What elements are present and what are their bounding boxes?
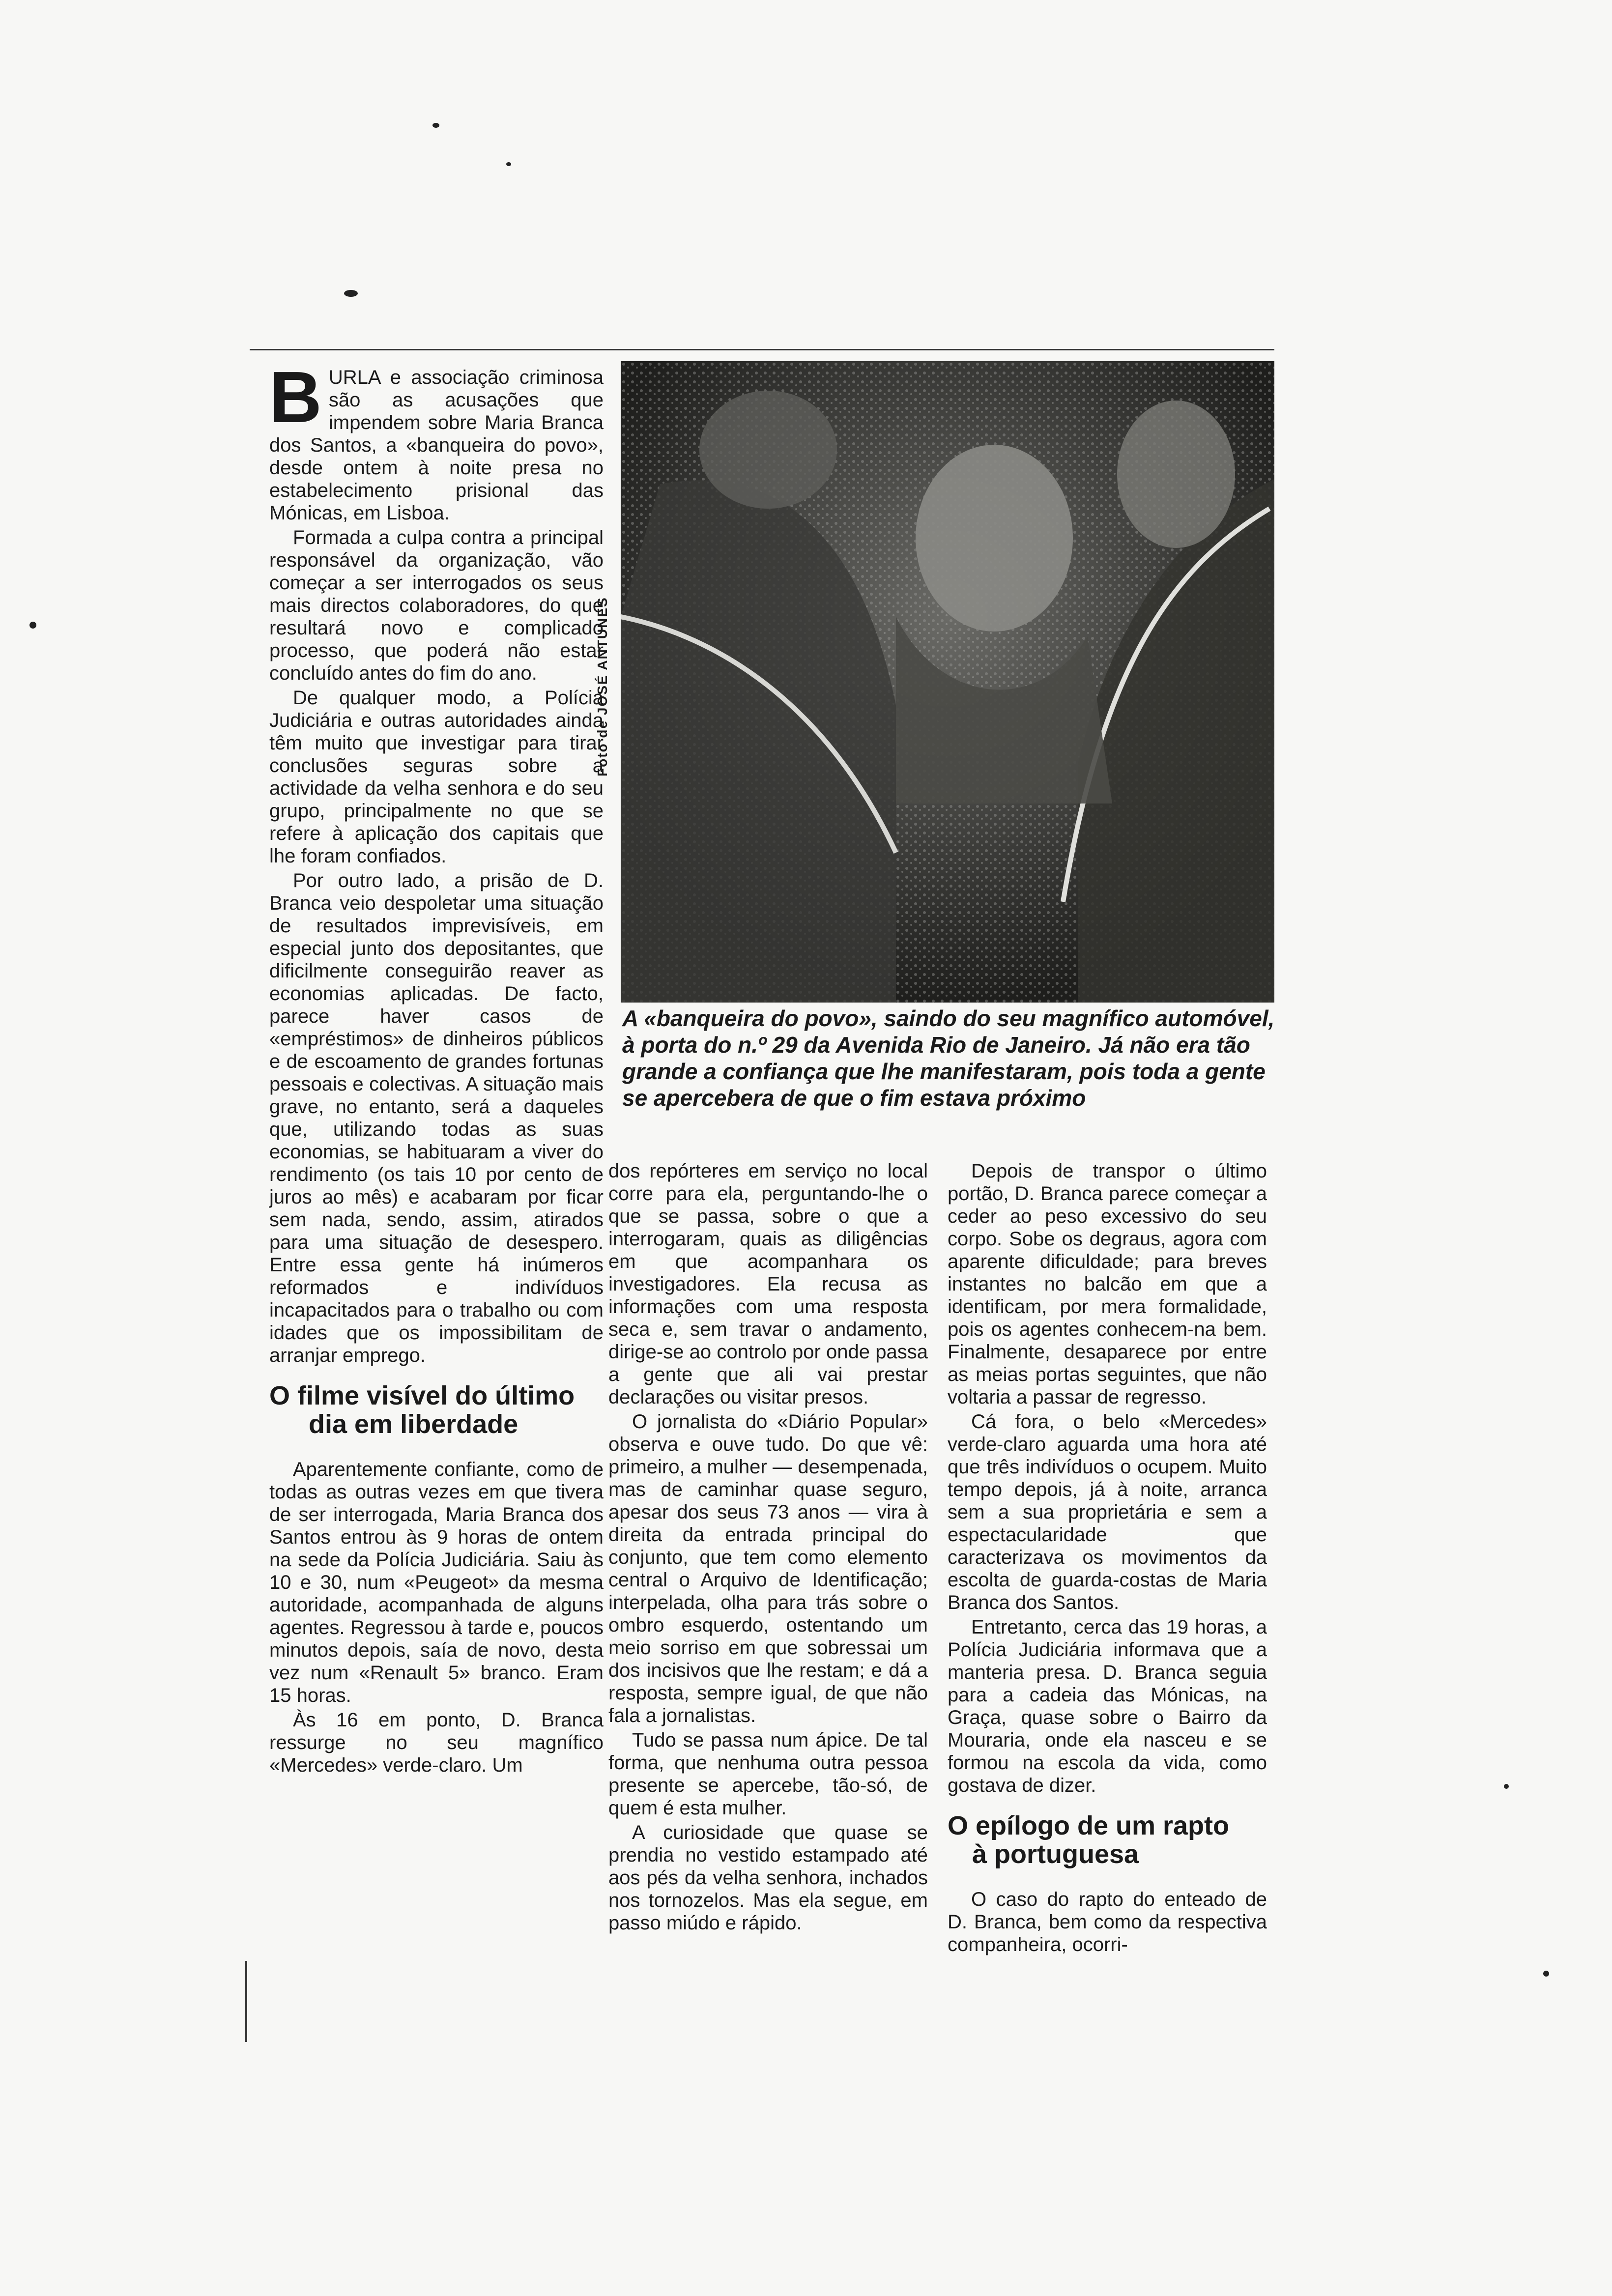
paragraph: Aparentemente confiante, como de todas as outras vezes em que tivera de ser interrogada, Maria Branca dos Santos entrou às 9 horas de ontem na sede da Polícia Judiciária. Saiu às 10 e 30, num «Peugeot» da mesma autoridade, acompanhada de alguns agentes. Regressou à tarde e, poucos minutos depois, saía de novo, desta vez num «Renault 5» branco. Eram 15 horas.: [269, 1459, 604, 1706]
section-heading-2: [948, 1811, 1267, 1868]
newspaper-clipping: [240, 344, 1274, 2049]
heading-line: dia em liberdade: [309, 1409, 518, 1439]
section-heading-1: [269, 1381, 604, 1438]
left-margin-mark: [245, 1961, 247, 2042]
scan-speck: [1504, 1784, 1509, 1789]
column-1: [269, 357, 604, 1779]
paragraph: O caso do rapto do enteado de D. Branca, bem como da respectiva companheira, ocorri-: [948, 1889, 1267, 1955]
paragraph: Depois de transpor o último portão, D. Branca parece começar a ceder ao peso excessivo do seu corpo. Sobe os degraus, agora com aparente dificuldade; para breves instantes no balcão em que a identificam, por mera formalidade, pois os agentes conhecem-na bem. Finalmente, desaparece por entre as meias portas seguintes, que não voltaria a passar de regresso.: [948, 1160, 1267, 1408]
paragraph: Cá fora, o belo «Mercedes» verde-claro aguarda uma hora até que três indivíduos o ocupem. Muito tempo depois, já à noite, arranca sem a sua proprietária e sem a espectacularidade que caracterizava os movimentos da escolta de guarda-costas de Maria Branca dos Santos.: [948, 1411, 1267, 1613]
paragraph: Por outro lado, a prisão de D. Branca veio despoletar uma situação de resultados imprevisíveis, em especial junto dos depositantes, que dificilmente conseguirão reaver as economias aplicadas. De facto, parece haver casos de «empréstimos» de dinheiros públicos e de escoamento de grandes fortunas pessoais e colectivas. A situação mais grave, no entanto, será a daqueles que, utilizando todas as suas economias, se habituaram a viver do rendimento (os tais 10 por cento de juros ao mês) e acabaram por ficar sem nada, sendo, assim, atirados para uma situação de desespero. Entre essa gente há inúmeros reformados e indivíduos incapacitados para o trabalho ou com idades que os impossibilitam de arranjar emprego.: [269, 870, 604, 1366]
column-2: [608, 1160, 928, 1936]
heading-line: O filme visível do último: [269, 1381, 575, 1410]
paragraph: dos repórteres em serviço no local corre para ela, perguntando-lhe o que se passa, sobre o que a interrogaram, quais as diligências em que acompanhara os investigadores. Ela recusa as informações com uma resposta seca e, sem travar o andamento, dirige-se ao controlo por onde passa a gente que ali vai prestar declarações ou visitar presos.: [608, 1160, 928, 1408]
lead-text: URLA e associação criminosa são as acusações que impendem sobre Maria Branca dos Santos, a «banqueira do povo», desde ontem à noite presa no estabelecimento prisional das Mónicas, em Lisboa.: [269, 367, 604, 524]
photo-image: [621, 361, 1274, 1003]
heading-line: O epílogo de um rapto: [948, 1811, 1230, 1840]
paragraph: Às 16 em ponto, D. Branca ressurge no seu magnífico «Mercedes» verde-claro. Um: [269, 1709, 604, 1776]
scan-speck: [344, 290, 358, 297]
paragraph: O jornalista do «Diário Popular» observa e ouve tudo. Do que vê: primeiro, a mulher — desempenada, mas de caminhar quase seguro, apesar dos seus 73 anos — vira à direita da entrada principal do conjunto, que tem como elemento central o Arquivo de Identificação; interpelada, olha para trás sobre o ombro esquerdo, ostentando um meio sorriso em que sobressai um dos incisivos que lhe restam; e dá a resposta, sempre igual, de que não fala a jornalistas.: [608, 1411, 928, 1726]
scan-speck: [432, 123, 439, 128]
drop-cap: B: [269, 357, 322, 438]
photo-credit: Foto de JOSÉ ANTUNES: [595, 597, 610, 776]
scan-speck: [506, 162, 511, 166]
paragraph: Formada a culpa contra a principal responsável da organização, vão começar a ser interrogados os seus mais directos colaboradores, do que resultará novo e complicado processo, que poderá não estar concluído antes do fim do ano.: [269, 527, 604, 684]
lead-paragraph: [269, 357, 604, 524]
paragraph: Tudo se passa num ápice. De tal forma, que nenhuma outra pessoa presente se apercebe, tão-só, de quem é esta mulher.: [608, 1729, 928, 1819]
scan-speck: [29, 622, 36, 629]
column-3: [948, 1160, 1267, 1958]
paragraph: Entretanto, cerca das 19 horas, a Polícia Judiciária informava que a manteria presa. D. Branca seguia para a cadeia das Mónicas, na Graça, quase sobre o Bairro da Mouraria, onde ela nasceu e se formou na escola da vida, como gostava de dizer.: [948, 1616, 1267, 1796]
heading-line: à portuguesa: [972, 1839, 1139, 1869]
paragraph: A curiosidade que quase se prendia no vestido estampado até aos pés da velha senhora, inchados nos tornozelos. Mas ela segue, em passo miúdo e rápido.: [608, 1822, 928, 1934]
news-photo: [621, 361, 1274, 1003]
photo-caption: A «banqueira do povo», saindo do seu magnífico automóvel, à porta do n.º 29 da Avenida Rio de Janeiro. Já não era tão grande a confiança que lhe manifestaram, pois toda a gente se apercebera de que o fim estava próximo: [622, 1005, 1275, 1111]
paragraph: De qualquer modo, a Polícia Judiciária e outras autoridades ainda têm muito que investigar para tirar conclusões seguras sobre a actividade da velha senhora e do seu grupo, principalmente no que se refere à aplicação dos capitais que lhe foram confiados.: [269, 687, 604, 867]
top-rule: [250, 349, 1274, 350]
scan-speck: [1543, 1971, 1549, 1977]
